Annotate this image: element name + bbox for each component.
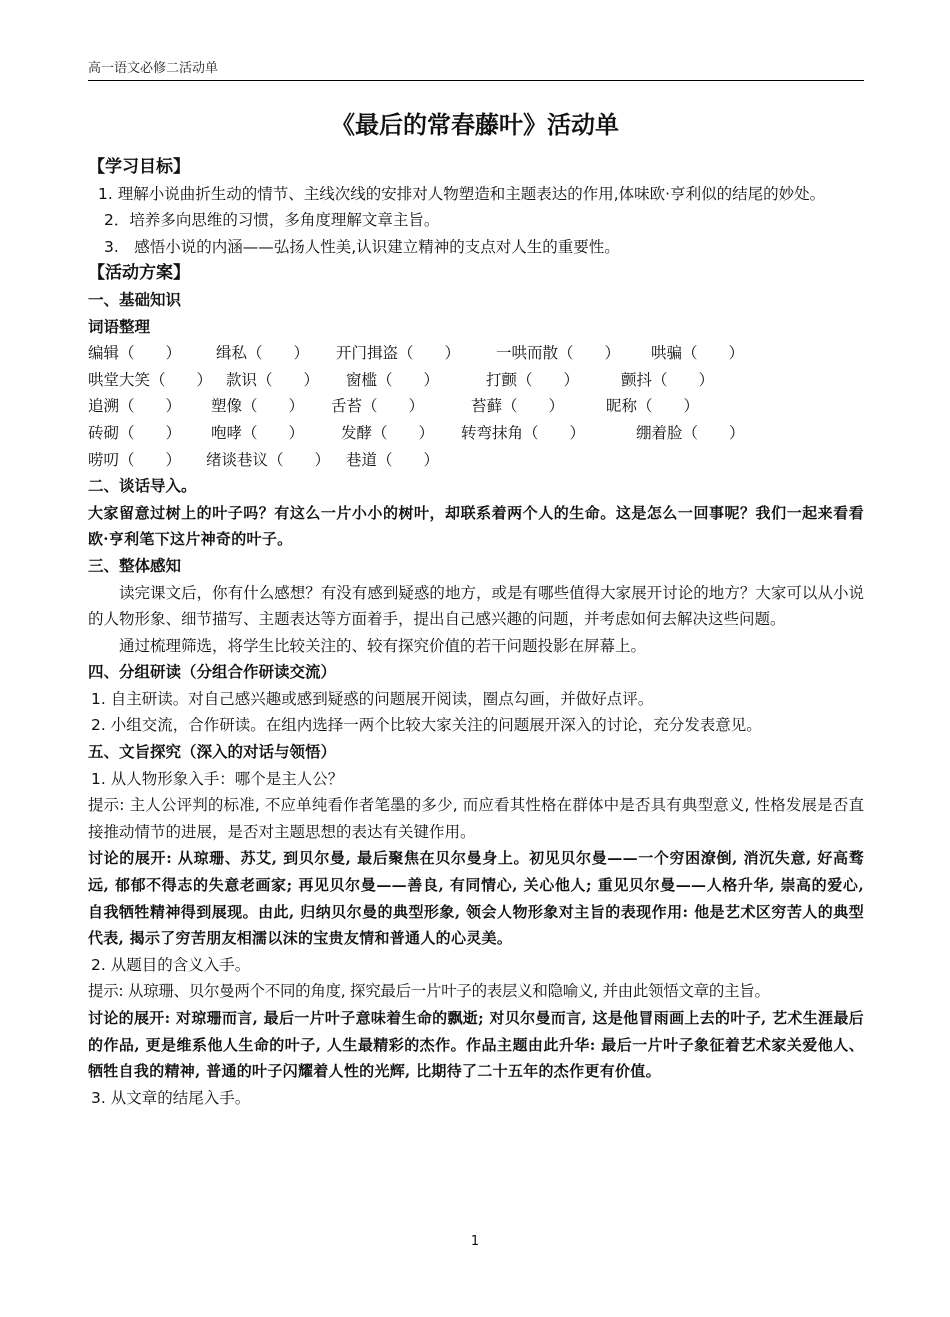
vocab-subheading: 词语整理 bbox=[88, 317, 151, 336]
page-number: 1 bbox=[470, 1234, 480, 1249]
vocab-item: 转弯抹角（ ） bbox=[461, 423, 586, 442]
vocab-item: 打颤（ ） bbox=[486, 370, 580, 389]
section-3-paragraph-2: 通过梳理筛选，将学生比较关注的、较有探究价值的若干问题投影在屏幕上。 bbox=[119, 636, 647, 655]
vocab-row-5 bbox=[88, 447, 864, 474]
section-3-heading: 三、整体感知 bbox=[88, 556, 182, 575]
vocab-row-3 bbox=[88, 393, 864, 420]
document-title: 《最后的常春藤叶》活动单 bbox=[331, 111, 619, 139]
vocab-item: 昵称（ ） bbox=[606, 397, 700, 416]
section-4-item-1: 1. 自主研读。对自己感兴趣或感到疑惑的问题展开阅读，圈点勾画，并做好点评。 bbox=[91, 689, 654, 708]
vocab-item: 舌苔（ ） bbox=[331, 397, 425, 416]
vocab-item: 哄骗（ ） bbox=[651, 344, 745, 363]
vocab-item: 哄堂大笑（ ） bbox=[88, 370, 213, 389]
hint-1: 提示: 主人公评判的标准, 不应单纯看作者笔墨的多少, 而应看其性格在群体中是否具有典型意义, 性格发展是否直接推动情节的进展，是否对主题思想的表达有关键作用。 bbox=[88, 796, 864, 841]
question-1: 1. 从人物形象入手：哪个是主人公？ bbox=[91, 769, 344, 788]
page-header: 高一语文必修二活动单 bbox=[88, 58, 864, 81]
section-4-heading: 四、分组研读（分组合作研读交流） bbox=[88, 663, 337, 682]
vocab-row-4 bbox=[88, 420, 864, 447]
discussion-1: 讨论的展开: 从琼珊、苏艾, 到贝尔曼, 最后聚焦在贝尔曼身上。初见贝尔曼——一个穷困潦倒, 消沉失意, 好高骛远, 郁郁不得志的失意老画家; 再见贝尔曼——善良, 有同情心, 关心他人; 重见贝尔曼——人格升华, 崇高的爱心, 自我牺牲精神得到展现。由此, 归纳贝尔曼的典型形象, 领会人物形象对主旨的表现作用: 他是艺术区穷苦人的典型代表, 揭示了穷苦朋友相濡以沫的宝贵友情和普通人的心灵美。 bbox=[88, 849, 864, 948]
vocab-row-2 bbox=[88, 367, 864, 394]
section-2-text: 大家留意过树上的叶子吗？有这么一片小小的树叶，却联系着两个人的生命。这是怎么一回事呢？我们一起来看看欧·亨利笔下这片神奇的叶子。 bbox=[88, 503, 864, 549]
vocab-item: 巷道（ ） bbox=[346, 450, 440, 469]
question-3: 3. 从文章的结尾入手。 bbox=[91, 1088, 251, 1107]
vocab-item: 绷着脸（ ） bbox=[636, 423, 745, 442]
vocab-row-1 bbox=[88, 340, 864, 367]
vocab-item: 缉私（ ） bbox=[216, 344, 310, 363]
vocab-item: 砖砌（ ） bbox=[88, 423, 182, 442]
vocab-item: 一哄而散（ ） bbox=[496, 344, 621, 363]
plan-heading: 【活动方案】 bbox=[88, 263, 190, 284]
document-body bbox=[88, 154, 864, 1111]
section-2-heading: 二、谈话导入。 bbox=[88, 477, 197, 496]
vocab-item: 绪谈巷议（ ） bbox=[206, 450, 331, 469]
goal-item-1: 1. 理解小说曲折生动的情节、主线次线的安排对人物塑造和主题表达的作用,体味欧·亨利似的结尾的妙处。 bbox=[98, 184, 826, 203]
vocab-item: 唠叨（ ） bbox=[88, 450, 182, 469]
vocab-item: 追溯（ ） bbox=[88, 397, 182, 416]
goal-item-2: 2．培养多向思维的习惯，多角度理解文章主旨。 bbox=[104, 211, 440, 230]
vocab-item: 颤抖（ ） bbox=[621, 370, 715, 389]
section-4-item-2: 2. 小组交流，合作研读。在组内选择一两个比较大家关注的问题展开深入的讨论，充分发表意见。 bbox=[91, 716, 762, 735]
vocab-item: 款识（ ） bbox=[226, 370, 320, 389]
goals-heading: 【学习目标】 bbox=[88, 157, 190, 177]
question-2: 2. 从题目的含义入手。 bbox=[91, 955, 251, 974]
section-1-heading: 一、基础知识 bbox=[88, 290, 182, 309]
vocab-item: 咆哮（ ） bbox=[211, 423, 305, 442]
section-3-paragraph-1: 读完课文后，你有什么感想？有没有感到疑惑的地方，或是有哪些值得大家展开讨论的地方？大家可以从小说的人物形象、细节描写、主题表达等方面着手，提出自己感兴趣的问题，并考虑如何去解决这些问题。 bbox=[88, 583, 864, 629]
hint-2: 提示: 从琼珊、贝尔曼两个不同的角度, 探究最后一片叶子的表层义和隐喻义, 并由此领悟文章的主旨。 bbox=[88, 982, 770, 1001]
section-5-heading: 五、文旨探究（深入的对话与领悟） bbox=[88, 743, 337, 762]
vocab-item: 开门揖盗（ ） bbox=[336, 344, 461, 363]
vocab-item: 塑像（ ） bbox=[211, 397, 305, 416]
vocab-item: 苔藓（ ） bbox=[471, 397, 565, 416]
goal-item-3: 3. 感悟小说的内涵——弘扬人性美,认识建立精神的支点对人生的重要性。 bbox=[104, 237, 620, 256]
vocab-item: 发酵（ ） bbox=[341, 423, 435, 442]
vocab-item: 编辑（ ） bbox=[88, 344, 182, 363]
vocab-item: 窗槛（ ） bbox=[346, 370, 440, 389]
discussion-2: 讨论的展开: 对琼珊而言, 最后一片叶子意味着生命的飘逝; 对贝尔曼而言, 这是他冒雨画上去的叶子, 艺术生涯最后的作品, 更是维系他人生命的叶子, 人生最精彩的杰作。作品主题由此升华: 最后一片叶子象征着艺术家关爱他人、牺牲自我的精神, 普通的叶子闪耀着人性的光辉, 比期待了二十五年的杰作更有价值。 bbox=[88, 1009, 864, 1081]
